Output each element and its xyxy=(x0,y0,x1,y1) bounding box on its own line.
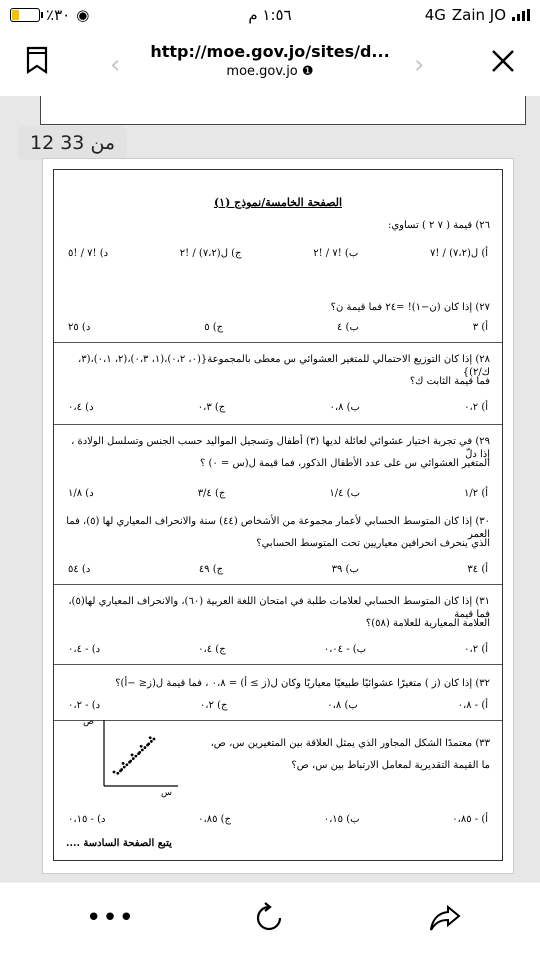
q27-option-a: أ) ٣ xyxy=(472,322,488,333)
question-27: ٢٧) إذا كان (ن−١)! =٢٤ فما قيمة ن؟ xyxy=(330,302,490,313)
scatter-point xyxy=(141,749,144,752)
question-29: ٢٩) في تجربة اختيار عشوائي لعائلة لديها (٣) أطفال وتسجيل المواليد حسب الجنس وتسلسل الولادة ، إذا دلّ xyxy=(71,436,490,460)
q30-options xyxy=(68,564,488,577)
info-icon[interactable]: ❶ xyxy=(301,64,314,79)
q32-option-d: د) - ٠،٢ xyxy=(68,700,101,711)
q32-option-c: ج) ٠،٢ xyxy=(199,700,228,711)
question-32: ٣٢) إذا كان (ز ) متغيرًا عشوائيًا طبيعيًا معياريًا وكان ل(ز ≥ أ) = ٠،٨ ، فما قيمة ل(ز≤ −أ)؟ xyxy=(115,678,490,689)
signal-icon xyxy=(512,9,530,21)
q32-options xyxy=(68,700,488,713)
divider xyxy=(54,342,502,343)
q26-options xyxy=(68,248,488,261)
scatter-point xyxy=(123,766,126,769)
q29-options xyxy=(68,488,488,501)
q28-option-b: ب) ٠،٨ xyxy=(329,402,360,413)
page-title: الصفحة الخامسة/نموذج (١) xyxy=(213,196,343,209)
scatter-point xyxy=(146,744,149,747)
more-options-icon[interactable]: ••• xyxy=(86,903,136,933)
q33-option-a: أ) - ٠،٨٥ xyxy=(452,814,488,825)
q30-option-a: أ) ٣٤ xyxy=(467,564,488,575)
divider xyxy=(54,584,502,585)
scatter-point xyxy=(116,772,119,775)
scatter-point xyxy=(131,753,134,756)
q26-option-d: د) !٧ / !٥ xyxy=(68,248,109,259)
scatter-point xyxy=(128,761,131,764)
scatter-point xyxy=(125,763,128,766)
q27-option-c: ج) ٥ xyxy=(204,322,224,333)
scatter-point xyxy=(132,757,135,760)
q31-option-b: ب) - ٠،٠٤ xyxy=(323,644,367,655)
q29-option-b: ب) ١/٤ xyxy=(329,488,360,499)
url-domain-row xyxy=(140,64,400,79)
network-area xyxy=(425,6,530,24)
q30-option-d: د) ٥٤ xyxy=(68,564,91,575)
url-domain: moe.gov.jo xyxy=(226,64,298,79)
scatter-point xyxy=(122,762,125,765)
back-arrow-icon[interactable]: ‹ xyxy=(110,50,121,80)
question-26: ٢٦) قيمة ( ٧ ٢ ) تساوي: xyxy=(387,220,490,231)
scatter-point xyxy=(140,745,143,748)
scatter-point xyxy=(113,771,116,774)
scatter-point xyxy=(153,738,156,741)
divider xyxy=(54,664,502,665)
url-full: http://moe.gov.jo/sites/d... xyxy=(150,42,390,61)
scatter-point xyxy=(149,736,152,739)
exam-frame xyxy=(53,169,503,861)
document-page xyxy=(42,158,514,874)
q26-option-c: ج) ل(٧،٢) / !٢ xyxy=(179,248,242,259)
question-28-line2: فما قيمة الثابت ك؟ xyxy=(409,376,490,387)
q28-option-c: ج) ٠،٣ xyxy=(197,402,226,413)
q29-option-c: ج) ٣/٤ xyxy=(197,488,226,499)
q32-option-a: أ) - ٠،٨ xyxy=(457,700,488,711)
carrier-name: Zain JO xyxy=(451,6,506,24)
q31-option-a: أ) ٠،٢ xyxy=(464,644,488,655)
reload-icon[interactable] xyxy=(252,901,286,935)
previous-page-edge xyxy=(40,96,526,125)
forward-arrow-icon[interactable]: › xyxy=(414,50,425,80)
q28-option-a: أ) ٠،٢ xyxy=(464,402,488,413)
bottom-toolbar xyxy=(0,882,540,961)
q27-option-d: د) ٢٥ xyxy=(68,322,91,333)
q28-option-d: د) ٠،٤ xyxy=(68,402,94,413)
q31-option-c: ج) ٠،٤ xyxy=(198,644,226,655)
question-28: ٢٨) إذا كان التوزيع الاحتمالي للمتغير العشوائي س معطى بالمجموعة{(٠، ٠،٢)،(١، ٠،٣)،(٢، ٠،١)،(٣، ك/٢)} xyxy=(78,354,490,378)
question-31-line2: العلامة المعيارية للعلامة (٥٨)؟ xyxy=(365,618,490,629)
address-bar[interactable] xyxy=(140,42,400,79)
question-30-line2: الذي ينحرف انحرافين معياريين تحت المتوسط الحسابي؟ xyxy=(256,538,490,549)
q29-option-a: أ) ١/٢ xyxy=(464,488,488,499)
scatter-point xyxy=(137,752,140,755)
status-bar xyxy=(0,0,540,30)
q32-option-b: ب) ٠،٨ xyxy=(327,700,358,711)
page-footer: يتبع الصفحة السادسة .... xyxy=(66,837,172,849)
clock: ١:٥٦ م xyxy=(248,6,292,24)
network-type: 4G xyxy=(424,6,446,24)
scatter-points xyxy=(113,736,156,774)
q30-option-b: ب) ٣٩ xyxy=(331,564,359,575)
scatter-point xyxy=(119,769,122,772)
bookmark-icon[interactable] xyxy=(26,46,48,74)
y-axis-label: ص xyxy=(83,717,94,727)
question-31: ٣١) إذا كان المتوسط الحسابي لعلامات طلبة في امتحان اللغة العربية (٦٠)، والانحراف المعياري لها(٥)، فما قيمة xyxy=(68,596,490,620)
q31-option-d: د) - ٠،٤ xyxy=(68,644,101,655)
share-icon[interactable] xyxy=(428,901,462,935)
q29-option-d: د) ١/٨ xyxy=(68,488,94,499)
question-29-line2: المتغير العشوائي س على عدد الأطفال الذكور، فما قيمة ل(س = ٠) ؟ xyxy=(199,458,490,469)
question-33: ٣٣) معتمدًا الشكل المجاور الذي يمثل العلاقة بين المتغيرين س، ص، xyxy=(210,738,490,749)
battery-percent: ٪٣٠ xyxy=(46,6,71,24)
question-30: ٣٠) إذا كان المتوسط الحسابي لأعمار مجموعة من الأشخاص (٤٤) سنة والانحراف المعياري لها (٥)، فما العمر xyxy=(66,516,490,540)
q27-option-b: ب) ٤ xyxy=(337,322,359,333)
close-icon[interactable] xyxy=(490,48,516,74)
scatter-point xyxy=(150,740,153,743)
q27-options xyxy=(68,322,488,335)
q28-options xyxy=(68,402,488,415)
q30-option-c: ج) ٤٩ xyxy=(198,564,224,575)
q33-option-d: د) - ٠،١٥ xyxy=(68,814,106,825)
scatter-point xyxy=(135,755,138,758)
q31-options xyxy=(68,644,488,657)
q33-option-b: ب) ٠،١٥ xyxy=(323,814,360,825)
q33-options xyxy=(68,814,488,827)
q26-option-b: ب) !٧ / !٢ xyxy=(313,248,359,259)
scatter-plot-figure xyxy=(83,716,182,798)
browser-header xyxy=(0,30,540,97)
x-axis-label: س xyxy=(161,788,172,798)
page-indicator: 12 من 33 xyxy=(18,126,127,160)
q26-option-a: أ) ل(٧،٢) / !٧ xyxy=(429,248,488,259)
alarm-icon: ◉ xyxy=(76,6,90,24)
scatter-point xyxy=(144,746,147,749)
question-33-line2: ما القيمة التقديرية لمعامل الارتباط بين س، ص؟ xyxy=(291,760,490,771)
q33-option-c: ج) ٠،٨٥ xyxy=(198,814,232,825)
divider xyxy=(54,424,502,425)
